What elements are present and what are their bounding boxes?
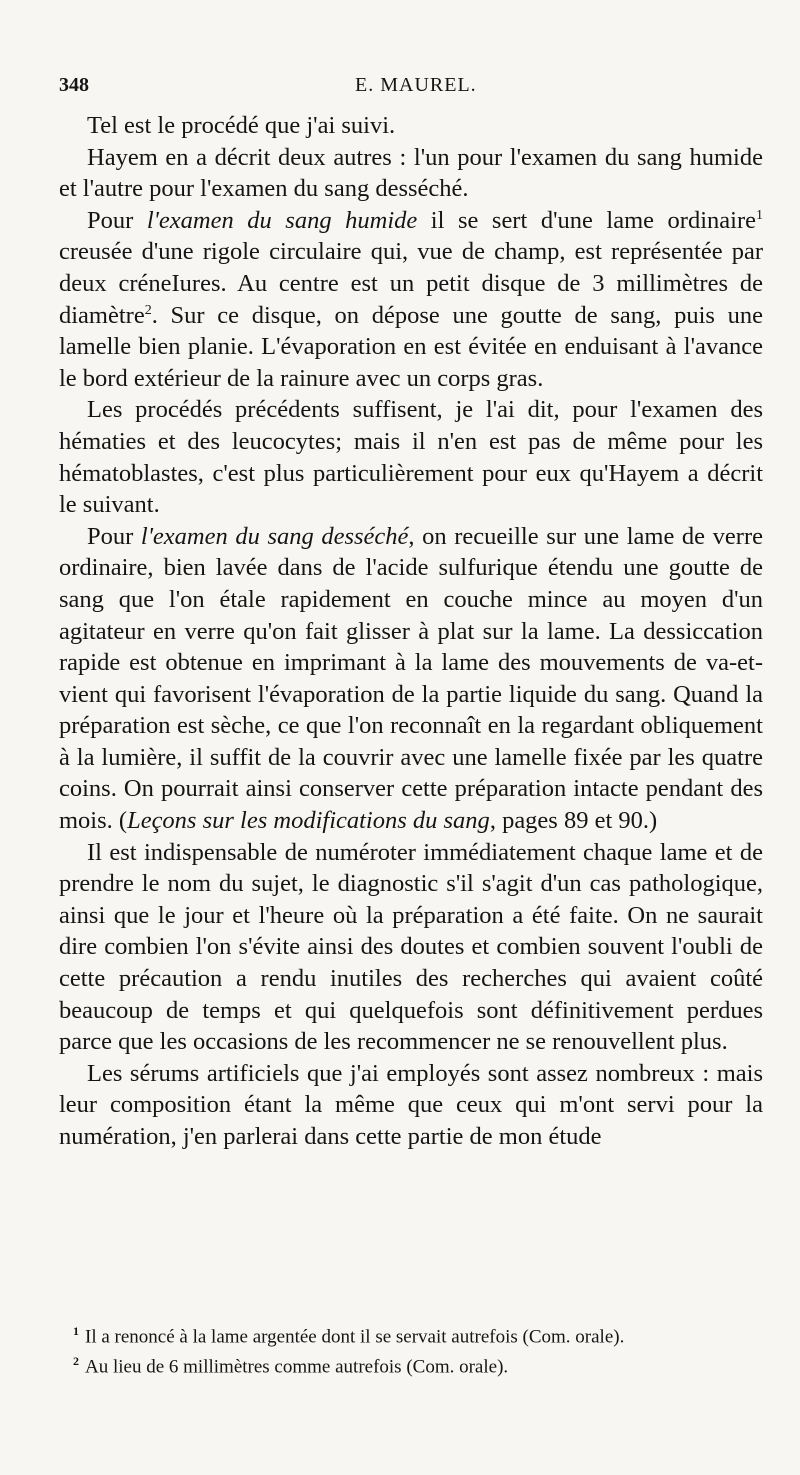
paragraph: [59, 521, 763, 837]
running-head: E. MAUREL.: [355, 74, 477, 96]
footnote-text: Il a renoncé à la lame argentée dont il se servait autrefois (Com. orale).: [85, 1326, 625, 1348]
footnote-ref: 2: [144, 302, 152, 318]
footnote: [59, 1319, 763, 1349]
footnote-text: Au lieu de 6 millimètres comme autrefois (Com. orale).: [85, 1356, 509, 1378]
text-run: , pages 89 et 90.): [489, 807, 658, 835]
paragraph: Hayem en a décrit deux autres : l'un pour l'examen du sang humide et l'autre pour l'examen du sang desséché.: [59, 143, 763, 203]
paragraph: Les sérums artificiels que j'ai employés sont assez nombreux : mais leur composition étant la même que ceux qui m'ont servi pour la numération, j'en parlerai dans cette partie de mon étude: [59, 1059, 763, 1150]
paragraph: Tel est le procédé que j'ai suivi.: [87, 112, 396, 139]
text-run: . Sur ce disque, on dépose une goutte de sang, puis une lamelle bien planie. L'évaporation en est évitée en enduisant à l'avance le bord extérieur de la rainure avec un corps gras.: [59, 301, 763, 392]
italic-term: l'examen du sang humide: [146, 206, 418, 234]
text-run: il se sert d'une lame ordinaire: [417, 206, 756, 234]
page-header: [59, 74, 760, 104]
paragraph: [59, 205, 763, 395]
italic-term: l'examen du sang desséché: [140, 522, 409, 550]
page-number: 348: [59, 74, 89, 96]
text-run: Pour: [87, 206, 147, 234]
paragraph: Il est indispensable de numéroter immédiatement chaque lame et de prendre le nom du sujet, le diagnostic s'il s'agit d'un cas pathologique, ainsi que le jour et l'heure où la préparation a été faite. On ne saurait dire combien l'on s'évite ainsi des doutes et combien souvent l'oubli de cette précaution a rendu inutiles des recherches qui avaient coûté beaucoup de temps et qui quelquefois sont définitivement perdues parce que les occasions de les recommencer ne se renouvellent plus.: [59, 838, 763, 1056]
footnotes: [59, 1319, 763, 1380]
footnote-marker: 2: [73, 1354, 79, 1369]
footnote-ref: 1: [756, 207, 763, 223]
paragraph: Les procédés précédents suffisent, je l'ai dit, pour l'examen des hématies et des leucocytes; mais il n'en est pas de même pour les hématoblastes, c'est plus particulièrement pour eux qu'Hayem a décrit le suivant.: [59, 396, 763, 519]
footnote-marker: 1: [73, 1324, 79, 1338]
footnote: [59, 1349, 763, 1379]
body-text: [59, 110, 763, 1153]
text-run: creusée d'une rigole circulaire qui, vue de champ, est représentée par deux créneIures. Au centre est un petit disque de 3 millimètres de diamètre: [59, 238, 763, 329]
text-run: , on recueille sur une lame de verre ordinaire, bien lavée dans de l'acide sulfurique étendu une goutte de sang que l'on étale rapidement en couche mince au moyen d'un agitateur en verre qu'on fait glisser à plat sur la lame. La dessiccation rapide est obtenue en imprimant à la lame des mouvements de va-et-vient qui favorisent l'évaporation de la partie liquide du sang. Quand la préparation est sèche, ce que l'on reconnaît en la regardant obliquement à la lumière, il suffit de la couvrir avec une lamelle fixée par les quatre coins. On pourrait ainsi conserver cette préparation intacte pendant des mois. (: [59, 522, 763, 835]
italic-citation: Leçons sur les modifications du sang: [127, 807, 490, 835]
text-run: Pour: [87, 522, 141, 550]
